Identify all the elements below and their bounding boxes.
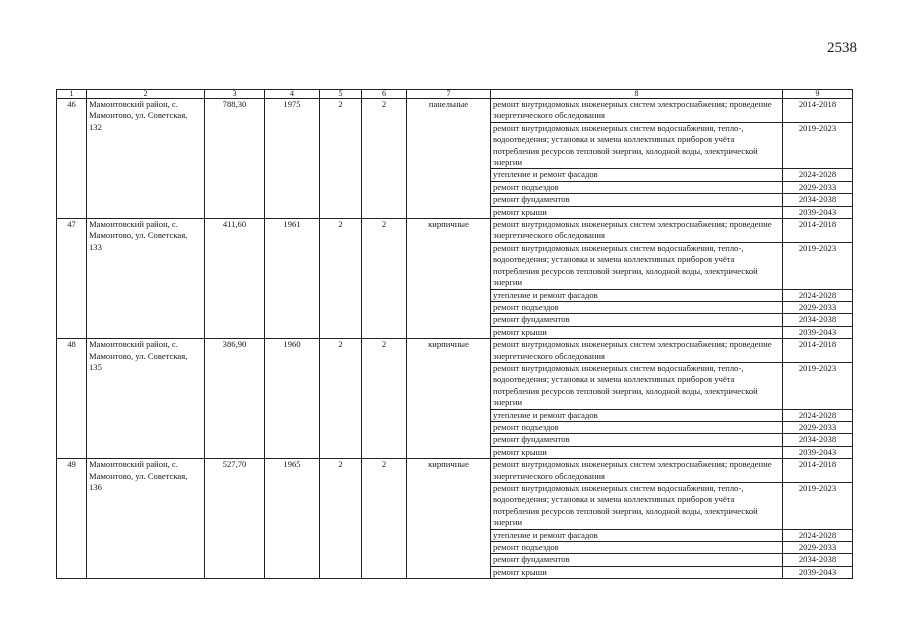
header-cell: 9 (783, 90, 853, 99)
repair-schedule-table (56, 89, 853, 579)
col6-cell: 2 (362, 219, 407, 339)
work-cell: ремонт внутридомовых инженерных систем электроснабжения; проведение энергетического обследования (491, 219, 783, 243)
header-cell: 5 (320, 90, 362, 99)
period-cell: 2024-2028 (783, 289, 853, 301)
material-cell: кирпичные (407, 339, 491, 459)
period-cell: 2029-2033 (783, 301, 853, 313)
work-cell: ремонт внутридомовых инженерных систем водоснабжения, тепло-, водоотведения; установка и замена коллективных приборов учёта потребления ресурсов тепловой энергии, холодной воды, электрической энергии (491, 483, 783, 530)
period-cell: 2029-2033 (783, 421, 853, 433)
period-cell: 2034-2038 (783, 554, 853, 566)
period-cell: 2019-2023 (783, 242, 853, 289)
header-cell: 2 (87, 90, 205, 99)
work-cell: ремонт подъездов (491, 542, 783, 554)
period-cell: 2034-2038 (783, 314, 853, 326)
year-cell: 1960 (265, 339, 320, 459)
period-cell: 2024-2028 (783, 169, 853, 181)
work-cell: утепление и ремонт фасадов (491, 529, 783, 541)
col6-cell: 2 (362, 339, 407, 459)
header-cell: 7 (407, 90, 491, 99)
work-cell: ремонт внутридомовых инженерных систем водоснабжения, тепло-, водоотведения; установка и замена коллективных приборов учёта потребления ресурсов тепловой энергии, холодной воды, электрической энергии (491, 242, 783, 289)
address-cell: Мамонтовский район, с. Мамонтово, ул. Советская, 132 (87, 99, 205, 219)
period-cell: 2029-2033 (783, 181, 853, 193)
period-cell: 2034-2038 (783, 194, 853, 206)
row-number: 49 (57, 459, 87, 579)
header-cell: 4 (265, 90, 320, 99)
period-cell: 2034-2038 (783, 434, 853, 446)
col5-cell: 2 (320, 459, 362, 579)
work-cell: ремонт фундаментов (491, 314, 783, 326)
work-cell: ремонт внутридомовых инженерных систем электроснабжения; проведение энергетического обследования (491, 99, 783, 123)
year-cell: 1965 (265, 459, 320, 579)
table-row (57, 339, 853, 363)
work-cell: ремонт внутридомовых инженерных систем электроснабжения; проведение энергетического обследования (491, 339, 783, 363)
area-cell: 527,70 (205, 459, 265, 579)
header-cell: 8 (491, 90, 783, 99)
work-cell: ремонт подъездов (491, 421, 783, 433)
period-cell: 2029-2033 (783, 542, 853, 554)
year-cell: 1961 (265, 219, 320, 339)
table-row (57, 219, 853, 243)
col5-cell: 2 (320, 99, 362, 219)
work-cell: ремонт фундаментов (491, 554, 783, 566)
row-number: 48 (57, 339, 87, 459)
period-cell: 2039-2043 (783, 446, 853, 458)
period-cell: 2014-2018 (783, 99, 853, 123)
col5-cell: 2 (320, 339, 362, 459)
period-cell: 2024-2028 (783, 409, 853, 421)
period-cell: 2024-2028 (783, 529, 853, 541)
address-cell: Мамонтовский район, с. Мамонтово, ул. Советская, 133 (87, 219, 205, 339)
work-cell: утепление и ремонт фасадов (491, 289, 783, 301)
area-cell: 411,60 (205, 219, 265, 339)
work-cell: ремонт крыши (491, 326, 783, 338)
work-cell: ремонт внутридомовых инженерных систем водоснабжения, тепло-, водоотведения; установка и замена коллективных приборов учёта потребления ресурсов тепловой энергии, холодной воды, электрической энергии (491, 362, 783, 409)
address-cell: Мамонтовский район, с. Мамонтово, ул. Советская, 135 (87, 339, 205, 459)
row-number: 47 (57, 219, 87, 339)
col6-cell: 2 (362, 459, 407, 579)
period-cell: 2014-2018 (783, 459, 853, 483)
period-cell: 2014-2018 (783, 219, 853, 243)
col5-cell: 2 (320, 219, 362, 339)
header-cell: 3 (205, 90, 265, 99)
row-number: 46 (57, 99, 87, 219)
area-cell: 788,30 (205, 99, 265, 219)
header-cell: 6 (362, 90, 407, 99)
col6-cell: 2 (362, 99, 407, 219)
work-cell: утепление и ремонт фасадов (491, 409, 783, 421)
period-cell: 2019-2023 (783, 362, 853, 409)
work-cell: ремонт крыши (491, 446, 783, 458)
work-cell: ремонт внутридомовых инженерных систем водоснабжения, тепло-, водоотведения; установка и замена коллективных приборов учёта потребления ресурсов тепловой энергии, холодной воды, электрической энергии (491, 122, 783, 169)
material-cell: кирпичные (407, 459, 491, 579)
table-row (57, 99, 853, 123)
period-cell: 2019-2023 (783, 483, 853, 530)
header-cell: 1 (57, 90, 87, 99)
period-cell: 2039-2043 (783, 566, 853, 578)
work-cell: ремонт подъездов (491, 301, 783, 313)
work-cell: ремонт внутридомовых инженерных систем электроснабжения; проведение энергетического обследования (491, 459, 783, 483)
year-cell: 1975 (265, 99, 320, 219)
work-cell: ремонт фундаментов (491, 434, 783, 446)
header-row (57, 90, 853, 99)
work-cell: ремонт подъездов (491, 181, 783, 193)
work-cell: ремонт фундаментов (491, 194, 783, 206)
material-cell: панельные (407, 99, 491, 219)
work-cell: ремонт крыши (491, 566, 783, 578)
work-cell: утепление и ремонт фасадов (491, 169, 783, 181)
work-cell: ремонт крыши (491, 206, 783, 218)
address-cell: Мамонтовский район, с. Мамонтово, ул. Советская, 136 (87, 459, 205, 579)
page-number: 2538 (827, 40, 857, 56)
period-cell: 2014-2018 (783, 339, 853, 363)
period-cell: 2019-2023 (783, 122, 853, 169)
area-cell: 386,90 (205, 339, 265, 459)
table-row (57, 459, 853, 483)
period-cell: 2039-2043 (783, 206, 853, 218)
material-cell: кирпичные (407, 219, 491, 339)
period-cell: 2039-2043 (783, 326, 853, 338)
